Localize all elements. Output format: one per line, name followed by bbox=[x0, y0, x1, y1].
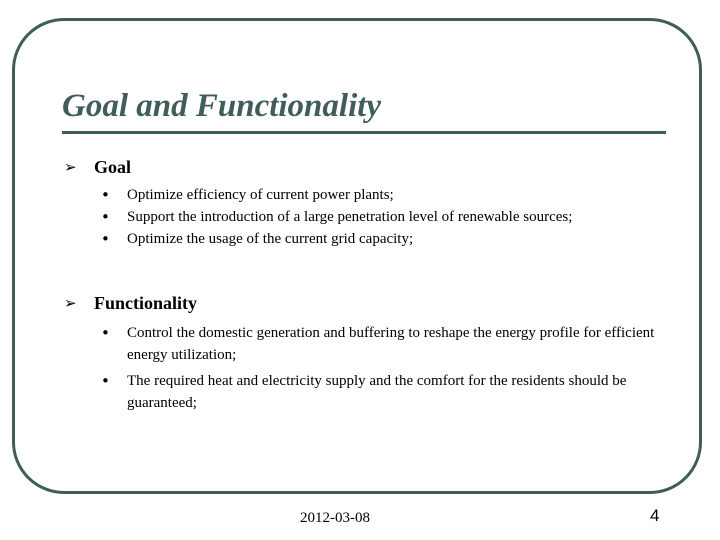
title-underline bbox=[62, 131, 666, 134]
bullet-list bbox=[64, 184, 664, 250]
round-bullet-icon: • bbox=[101, 208, 110, 226]
arrow-bullet-icon: ➢ bbox=[64, 157, 77, 176]
bullet-text: Optimize efficiency of current power plants; bbox=[127, 187, 394, 203]
round-bullet-icon: • bbox=[101, 230, 110, 248]
bullet-text: Support the introduction of a large penetration level of renewable sources; bbox=[127, 209, 573, 225]
list-item bbox=[64, 322, 664, 366]
bullet-text: The required heat and electricity supply and the comfort for the residents should be guaranteed; bbox=[127, 373, 627, 411]
bullet-text: Control the domestic generation and buffering to reshape the energy profile for efficient energy utilization; bbox=[127, 325, 655, 363]
section-goal bbox=[64, 154, 664, 250]
list-item bbox=[64, 370, 664, 414]
footer-date: 2012-03-08 bbox=[300, 510, 370, 526]
slide-title: Goal and Functionality bbox=[62, 88, 382, 124]
section-label: Functionality bbox=[94, 292, 198, 313]
section-functionality bbox=[64, 290, 664, 418]
list-item bbox=[64, 206, 664, 228]
round-bullet-icon: • bbox=[101, 186, 110, 204]
bullet-list bbox=[64, 322, 664, 414]
page-number: 4 bbox=[650, 506, 660, 525]
section-label: Goal bbox=[94, 156, 132, 177]
section-heading bbox=[64, 290, 664, 316]
bullet-text: Optimize the usage of the current grid capacity; bbox=[127, 231, 414, 247]
round-bullet-icon: • bbox=[101, 324, 110, 342]
list-item bbox=[64, 184, 664, 206]
section-heading bbox=[64, 154, 664, 180]
list-item bbox=[64, 228, 664, 250]
arrow-bullet-icon: ➢ bbox=[64, 293, 77, 312]
round-bullet-icon: • bbox=[101, 372, 110, 390]
